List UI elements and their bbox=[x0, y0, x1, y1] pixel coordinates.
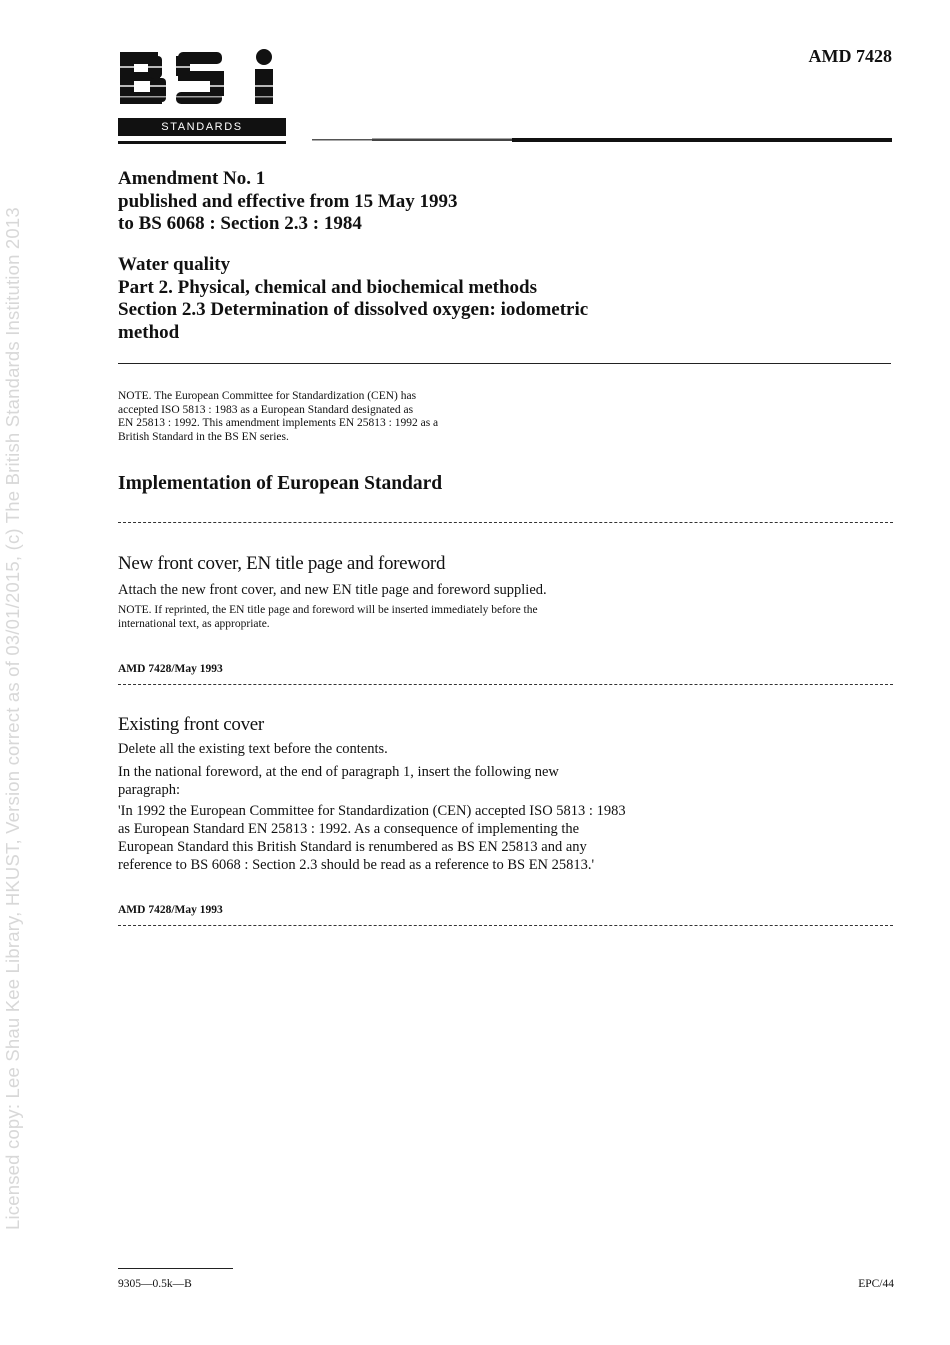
dashed-divider bbox=[118, 522, 893, 523]
license-watermark: Licensed copy: Lee Shau Kee Library, HKUST, Version correct as of 03/01/2015, (c) The British Standards Institution 2013 bbox=[2, 207, 23, 1230]
cen-note-line-1: NOTE. The European Committee for Standardization (CEN) has bbox=[118, 390, 417, 402]
section-instruction bbox=[118, 763, 758, 799]
header-rule bbox=[312, 137, 892, 143]
inserted-paragraph bbox=[118, 802, 758, 874]
document-title bbox=[118, 254, 718, 344]
amendment-date-ref: AMD 7428/May 1993 bbox=[118, 663, 223, 675]
quote-line-2: as European Standard EN 25813 : 1992. As a consequence of implementing the bbox=[118, 821, 580, 837]
cen-note-line-2: accepted ISO 5813 : 1983 as a European Standard designated as bbox=[118, 403, 414, 416]
instruction-line-2: paragraph: bbox=[118, 782, 180, 798]
amendment-info bbox=[118, 168, 458, 236]
section-heading-existing-front-cover: Existing front cover bbox=[118, 714, 264, 735]
bsi-logo bbox=[118, 46, 288, 146]
title-line-1: Water quality bbox=[118, 254, 231, 275]
section-heading-new-front-cover: New front cover, EN title page and foreword bbox=[118, 553, 446, 574]
dashed-divider bbox=[118, 684, 893, 685]
amendment-line-3: to BS 6068 : Section 2.3 : 1984 bbox=[118, 213, 362, 234]
cen-note-line-4: British Standard in the BS EN series. bbox=[118, 430, 289, 443]
logo-standards-label: STANDARDS bbox=[161, 121, 243, 133]
section-text: Attach the new front cover, and new EN title page and foreword supplied. bbox=[118, 582, 547, 598]
print-code: 9305—0.5k—B bbox=[118, 1278, 192, 1290]
amendment-line-1: Amendment No. 1 bbox=[118, 168, 266, 189]
title-line-3: Section 2.3 Determination of dissolved oxygen: iodometric bbox=[118, 299, 589, 320]
reprint-note bbox=[118, 603, 678, 631]
reprint-note-line-1: NOTE. If reprinted, the EN title page and foreword will be inserted immediately before the bbox=[118, 604, 538, 616]
cen-note-line-3: EN 25813 : 1992. This amendment implements EN 25813 : 1992 as a bbox=[118, 417, 439, 429]
title-line-4: method bbox=[118, 321, 180, 343]
amendment-date-ref: AMD 7428/May 1993 bbox=[118, 904, 223, 916]
title-divider bbox=[118, 363, 891, 364]
amendment-reference: AMD 7428 bbox=[808, 46, 892, 66]
quote-line-1: 'In 1992 the European Committee for Standardization (CEN) accepted ISO 5813 : 1983 bbox=[118, 803, 626, 819]
section-text: Delete all the existing text before the contents. bbox=[118, 741, 388, 757]
footer-rule bbox=[118, 1268, 233, 1269]
instruction-line-1: In the national foreword, at the end of paragraph 1, insert the following new bbox=[118, 764, 559, 780]
dashed-divider bbox=[118, 925, 893, 926]
implementation-heading: Implementation of European Standard bbox=[118, 473, 443, 494]
quote-line-3: European Standard this British Standard is renumbered as BS EN 25813 and any bbox=[118, 839, 587, 855]
title-line-2: Part 2. Physical, chemical and biochemical methods bbox=[118, 276, 538, 298]
amendment-line-2: published and effective from 15 May 1993 bbox=[118, 190, 458, 212]
quote-line-4: reference to BS 6068 : Section 2.3 should be read as a reference to BS EN 25813.' bbox=[118, 857, 595, 873]
cen-note bbox=[118, 390, 518, 444]
committee-ref: EPC/44 bbox=[858, 1278, 894, 1290]
reprint-note-line-2: international text, as appropriate. bbox=[118, 618, 270, 630]
